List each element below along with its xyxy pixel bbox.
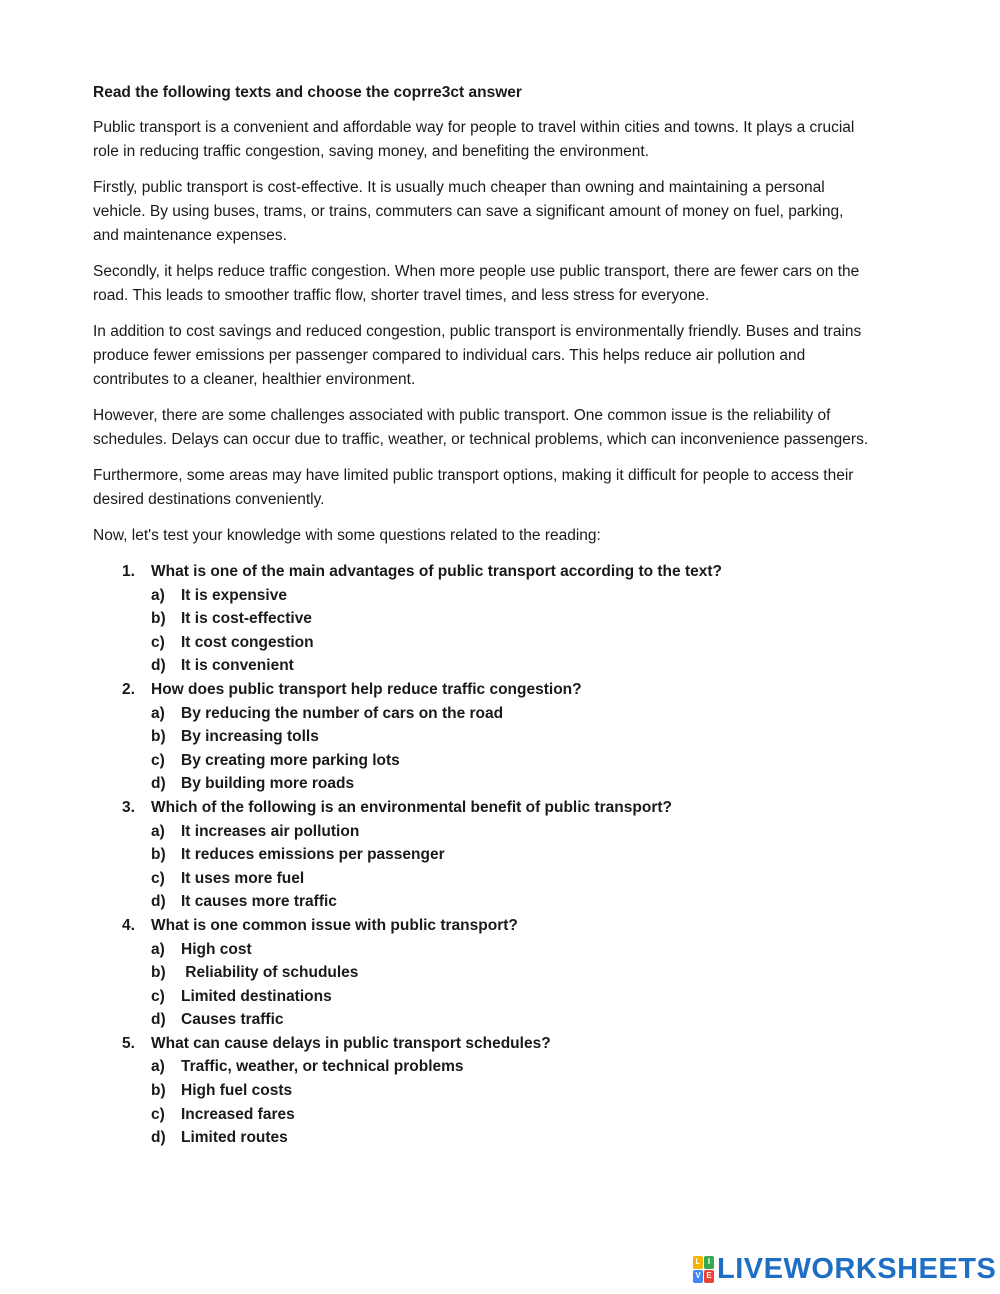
question-number: 4. bbox=[122, 916, 135, 934]
answer-option[interactable] bbox=[151, 938, 873, 962]
instruction-heading: Read the following texts and choose the coprre3ct answer bbox=[93, 84, 522, 101]
paragraph-congestion: Secondly, it helps reduce traffic congestion. When more people use public transport, there are fewer cars on the road. This leads to smoother traffic flow, shorter travel times, and less stress for everyone. bbox=[93, 263, 860, 304]
option-letter: a) bbox=[151, 586, 165, 604]
option-letter: d) bbox=[151, 657, 166, 675]
option-text: It is cost-effective bbox=[181, 610, 312, 628]
option-text: Causes traffic bbox=[181, 1011, 284, 1029]
question-item bbox=[93, 678, 873, 796]
option-letter: d) bbox=[151, 893, 166, 911]
answer-option[interactable] bbox=[151, 631, 873, 655]
answer-option[interactable] bbox=[151, 607, 873, 631]
option-text: It increases air pollution bbox=[181, 822, 360, 840]
answer-option[interactable] bbox=[151, 843, 873, 867]
option-list bbox=[151, 938, 873, 1032]
question-item bbox=[93, 914, 873, 1032]
logo-text: LIVEWORKSHEETS bbox=[717, 1253, 997, 1285]
option-list bbox=[151, 1055, 873, 1149]
question-item bbox=[93, 796, 873, 914]
question-text: What can cause delays in public transport schedules? bbox=[151, 1034, 551, 1052]
option-letter: a) bbox=[151, 1058, 165, 1076]
option-letter: c) bbox=[151, 1105, 165, 1123]
answer-option[interactable] bbox=[151, 654, 873, 678]
paragraph-cost: Firstly, public transport is cost-effective. It is usually much cheaper than owning and maintaining a personal vehicle. By using buses, trams, or trains, commuters can save a significant amount of money on fuel, parking, and maintenance expenses. bbox=[93, 179, 844, 244]
logo-mark-e: E bbox=[704, 1270, 714, 1283]
answer-option[interactable] bbox=[151, 867, 873, 891]
answer-option[interactable] bbox=[151, 584, 873, 608]
answer-option[interactable] bbox=[151, 725, 873, 749]
option-letter: b) bbox=[151, 728, 166, 746]
option-text: By increasing tolls bbox=[181, 728, 319, 746]
paragraph-intro: Public transport is a convenient and affordable way for people to travel within cities and towns. It plays a crucial role in reducing traffic congestion, saving money, and benefiting the environment. bbox=[93, 119, 855, 160]
option-text: High fuel costs bbox=[181, 1082, 293, 1100]
option-text: By creating more parking lots bbox=[181, 751, 400, 769]
paragraph-challenges: However, there are some challenges associated with public transport. One common issue is the reliability of schedules. Delays can occur due to traffic, weather, or technical problems, which can inconvenience passengers. bbox=[93, 407, 869, 448]
option-text: High cost bbox=[181, 940, 252, 958]
logo-mark-icon bbox=[693, 1256, 713, 1282]
option-letter: a) bbox=[151, 704, 165, 722]
option-text: It reduces emissions per passenger bbox=[181, 846, 445, 864]
question-text: How does public transport help reduce traffic congestion? bbox=[151, 680, 582, 698]
question-item bbox=[93, 560, 873, 678]
question-text: What is one common issue with public transport? bbox=[151, 916, 518, 934]
question-text: What is one of the main advantages of public transport according to the text? bbox=[151, 563, 722, 580]
option-text: It is convenient bbox=[181, 657, 294, 675]
answer-option[interactable] bbox=[151, 1008, 873, 1032]
option-text: By building more roads bbox=[181, 775, 355, 793]
paragraph-limited-options: Furthermore, some areas may have limited public transport options, making it difficult for people to access their desired destinations conveniently. bbox=[93, 467, 854, 508]
option-text: Reliability of schudules bbox=[181, 964, 359, 982]
option-letter: b) bbox=[151, 1082, 166, 1100]
answer-option[interactable] bbox=[151, 1103, 873, 1127]
worksheet-page bbox=[93, 82, 873, 1150]
option-letter: c) bbox=[151, 987, 165, 1005]
option-list bbox=[151, 584, 873, 678]
answer-option[interactable] bbox=[151, 820, 873, 844]
option-letter: b) bbox=[151, 846, 166, 864]
question-number: 3. bbox=[122, 798, 135, 816]
option-text: Increased fares bbox=[181, 1105, 295, 1123]
question-item bbox=[93, 1032, 873, 1150]
answer-option[interactable] bbox=[151, 985, 873, 1009]
logo-mark-v: V bbox=[693, 1270, 703, 1283]
option-text: Limited destinations bbox=[181, 987, 332, 1005]
question-number: 1. bbox=[122, 563, 135, 580]
question-list bbox=[93, 560, 873, 1150]
answer-option[interactable] bbox=[151, 1079, 873, 1103]
answer-option[interactable] bbox=[151, 702, 873, 726]
paragraph-environment: In addition to cost savings and reduced congestion, public transport is environmentally friendly. Buses and trains produce fewer emissions per passenger compared to individual cars. This helps reduce air pollution and contributes to a cleaner, healthier environment. bbox=[93, 323, 862, 388]
option-letter: a) bbox=[151, 940, 165, 958]
question-text: Which of the following is an environmental benefit of public transport? bbox=[151, 798, 672, 816]
paragraph-questions-intro: Now, let's test your knowledge with some questions related to the reading: bbox=[93, 527, 601, 544]
question-number: 2. bbox=[122, 680, 135, 698]
logo-mark-i: I bbox=[704, 1256, 714, 1269]
option-text: Limited routes bbox=[181, 1129, 288, 1147]
option-list bbox=[151, 820, 873, 914]
answer-option[interactable] bbox=[151, 961, 873, 985]
liveworksheets-logo bbox=[693, 1254, 996, 1284]
option-text: It uses more fuel bbox=[181, 869, 305, 887]
answer-option[interactable] bbox=[151, 1055, 873, 1079]
option-letter: d) bbox=[151, 775, 166, 793]
option-text: By reducing the number of cars on the road bbox=[181, 704, 504, 722]
question-number: 5. bbox=[122, 1034, 135, 1052]
option-letter: c) bbox=[151, 751, 165, 769]
option-letter: d) bbox=[151, 1129, 166, 1147]
answer-option[interactable] bbox=[151, 772, 873, 796]
option-text: It cost congestion bbox=[181, 633, 314, 651]
option-text: It causes more traffic bbox=[181, 893, 337, 911]
option-letter: c) bbox=[151, 633, 165, 651]
option-text: It is expensive bbox=[181, 586, 287, 604]
option-letter: a) bbox=[151, 822, 165, 840]
answer-option[interactable] bbox=[151, 749, 873, 773]
option-list bbox=[151, 702, 873, 796]
option-letter: b) bbox=[151, 964, 166, 982]
option-letter: b) bbox=[151, 610, 166, 628]
answer-option[interactable] bbox=[151, 1126, 873, 1150]
option-text: Traffic, weather, or technical problems bbox=[181, 1058, 464, 1076]
option-letter: c) bbox=[151, 869, 165, 887]
answer-option[interactable] bbox=[151, 890, 873, 914]
option-letter: d) bbox=[151, 1011, 166, 1029]
logo-mark-l: L bbox=[693, 1256, 703, 1269]
